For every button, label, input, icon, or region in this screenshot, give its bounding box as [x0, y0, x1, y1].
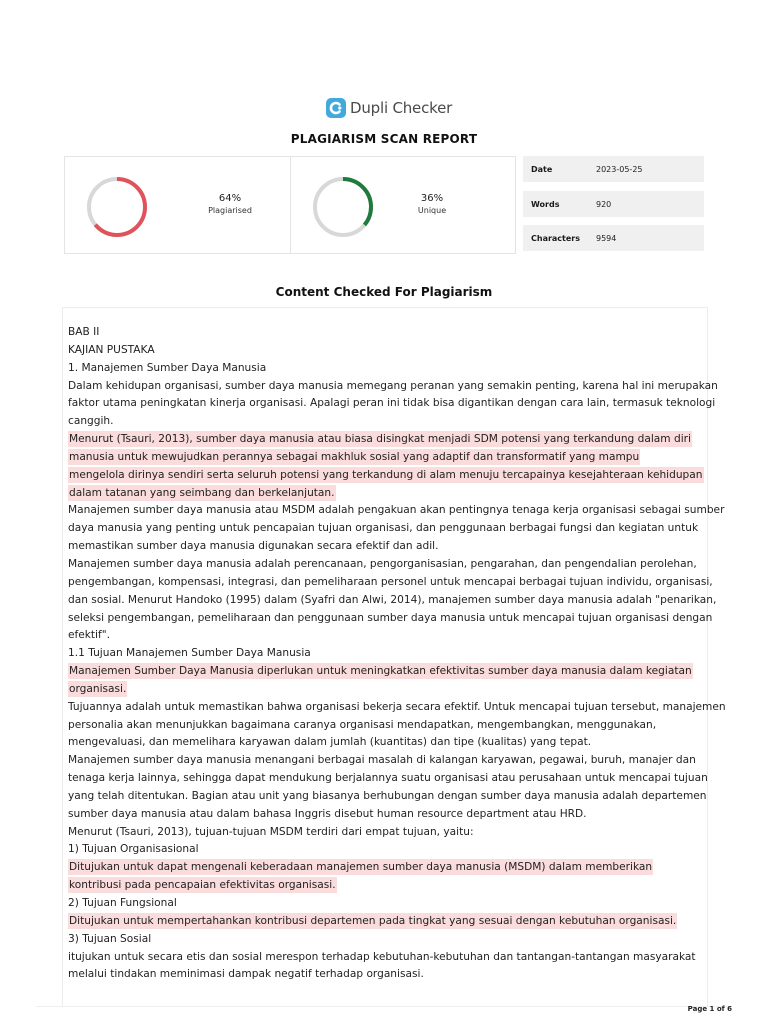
content-line-text: canggih. — [68, 415, 114, 428]
content-line-text: mengelola dirinya sendiri serta seluruh potensi yang terkandung di alam menuju tercapainya kesejahteraan kehidupan — [69, 468, 703, 481]
content-line-text: Manajemen sumber daya manusia menangani berbagai masalah di kalangan karyawan, pegawai, buruh, manajer dan — [68, 754, 696, 767]
content-line — [68, 717, 704, 735]
content-line-text: pengembangan, kompensasi, integrasi, dan pemeliharaan personel untuk mencapai berbagai tujuan individu, organisasi, — [68, 575, 713, 588]
content-line-text: sumber daya manusia atau dalam bahasa Inggris disebut human resource department atau HRD. — [68, 807, 587, 820]
content-line-text: KAJIAN PUSTAKA — [68, 343, 155, 356]
plagiarised-score — [65, 157, 290, 253]
plagiarised-gauge — [85, 175, 149, 239]
content-line — [68, 752, 704, 770]
content-line-text: dan sosial. Menurut Handoko (1995) dalam (Syafri dan Alwi, 2014), manajemen sumber daya manusia adalah "penarikan, — [68, 593, 717, 606]
footer-divider — [36, 1006, 732, 1007]
highlighted-line — [68, 449, 704, 467]
content-line-text: tenaga kerja lainnya, sehingga dapat mendukung berjalannya suatu organisasi atau perusahaan untuk mencapai tujuan — [68, 772, 708, 785]
plagiarised-label: Plagiarised — [208, 206, 252, 215]
content-line — [68, 342, 704, 360]
report-title: PLAGIARISM SCAN REPORT — [290, 132, 478, 146]
plagiarised-percent: 64% — [218, 193, 242, 204]
content-line — [68, 770, 708, 788]
content-line-text: kontribusi pada pencapaian efektivitas organisasi. — [69, 879, 336, 892]
meta-date — [523, 156, 704, 182]
content-line-text: manusia untuk mewujudkan perannya sebagai makhluk sosial yang adaptif dan transformatif yang mampu — [69, 450, 640, 463]
content-line-text: Manajemen sumber daya manusia adalah perencanaan, pengorganisasian, pengarahan, dan pengendalian perolehan, — [68, 557, 697, 570]
content-line — [68, 806, 704, 824]
content-line-text: Menurut (Tsauri, 2013), sumber daya manusia atau biasa disingkat menjadi SDM potensi yang terkandung dalam diri — [69, 433, 691, 446]
content-line — [68, 895, 704, 913]
content-line — [68, 627, 704, 645]
meta-words — [523, 191, 704, 217]
content-line-text: Manajemen sumber daya manusia atau MSDM adalah pengakuan akan pentingnya tenaga kerja organisasi sebagai sumber — [68, 504, 725, 517]
content-body — [68, 324, 726, 984]
dupli-checker-logo — [325, 96, 452, 120]
page-indicator: Page 1 of 6 — [687, 1005, 732, 1013]
content-line-text: dalam tatanan yang seimbang dan berkelanjutan. — [69, 486, 335, 499]
content-line — [68, 538, 704, 556]
content-line — [68, 502, 725, 520]
unique-label: Unique — [417, 206, 447, 215]
content-line — [68, 556, 704, 574]
content-line — [68, 699, 726, 717]
brand-name: Dupli Checker — [350, 99, 453, 117]
content-line-text: faktor utama peningkatan kinerja organisasi. Apalagi peran ini tidak bisa digantikan dengan cara lain, termasuk teknologi — [68, 397, 716, 410]
highlighted-line — [68, 431, 704, 449]
content-line-text: Tujuannya adalah untuk memastikan bahwa organisasi bekerja secara efektif. Untuk mencapai tujuan tersebut, manajemen — [68, 700, 726, 713]
content-line-text: seleksi pengembangan, pemeliharaan dan penggunaan sumber daya manusia untuk mencapai tujuan organisasi dengan — [68, 611, 713, 624]
unique-percent: 36% — [420, 193, 444, 204]
highlighted-line — [68, 859, 704, 877]
content-line — [68, 574, 713, 592]
content-line — [68, 966, 704, 984]
content-line — [68, 824, 704, 842]
highlighted-line — [68, 467, 704, 485]
content-line-text: mengevaluasi, dan memelihara karyawan dalam jumlah (kuantitas) dan tipe (kualitas) yang tepat. — [68, 736, 592, 749]
content-line-text: Ditujukan untuk dapat mengenali keberadaan manajemen sumber daya manusia (MSDM) dalam memberikan — [69, 861, 653, 874]
meta-date-key: Date — [531, 164, 553, 174]
content-line-text: efektif". — [68, 629, 110, 642]
content-line — [68, 592, 717, 610]
content-line — [68, 931, 704, 949]
content-line-text: 3) Tujuan Sosial — [68, 932, 152, 945]
meta-characters-value: 9594 — [596, 233, 617, 243]
content-line — [68, 841, 704, 859]
content-line-text: melalui tindakan meminimasi dampak negatif terhadap organisasi. — [68, 968, 424, 981]
unique-gauge — [311, 175, 375, 239]
content-line-text: memastikan sumber daya manusia digunakan secara efektif dan adil. — [68, 540, 439, 553]
meta-words-value: 920 — [596, 199, 612, 209]
content-line — [68, 610, 713, 628]
content-line — [68, 378, 718, 396]
highlighted-line — [68, 681, 704, 699]
content-line-text: daya manusia yang penting untuk pencapaian tujuan organisasi, dan penggunaan berbagai fungsi dan kegiatan untuk — [68, 522, 699, 535]
content-line-text: 1.1 Tujuan Manajemen Sumber Daya Manusia — [68, 647, 311, 660]
content-line — [68, 360, 704, 378]
content-line-text: yang telah ditentukan. Bagian atau unit yang biasanya berhubungan dengan sumber daya manusia adalah departemen — [68, 789, 707, 802]
content-line-text: Dalam kehidupan organisasi, sumber daya manusia memegang peranan yang semakin penting, karena hal ini merupakan — [68, 379, 718, 392]
content-line — [68, 788, 707, 806]
dupli-checker-logo-icon — [325, 97, 347, 119]
content-line — [68, 734, 704, 752]
highlighted-line — [68, 913, 704, 931]
content-line-text: personalia akan menunjukkan bagaimana caranya organisasi mendapatkan, mengembangkan, menggunakan, — [68, 718, 657, 731]
content-line — [68, 324, 704, 342]
content-line-text: 2) Tujuan Fungsional — [68, 897, 177, 909]
unique-score — [290, 157, 515, 253]
content-title: Content Checked For Plagiarism — [275, 285, 493, 299]
content-line — [68, 395, 716, 413]
highlighted-line — [68, 663, 704, 681]
content-line — [68, 413, 704, 431]
content-line-text: itujukan untuk secara etis dan sosial merespon terhadap kebutuhan-kebutuhan dan tantangan-tantangan masyarakat — [68, 950, 696, 963]
content-line — [68, 949, 704, 967]
highlighted-line — [68, 485, 704, 503]
content-line-text: Manajemen Sumber Daya Manusia diperlukan untuk meningkatkan efektivitas sumber daya manusia dalam kegiatan — [69, 665, 692, 678]
meta-date-value: 2023-05-25 — [596, 164, 643, 174]
content-line — [68, 645, 704, 663]
content-line-text: organisasi. — [69, 682, 127, 695]
content-line-text: 1) Tujuan Organisasional — [68, 843, 199, 856]
meta-characters-key: Characters — [531, 233, 581, 243]
content-line-text: Ditujukan untuk mempertahankan kontribusi departemen pada tingkat yang sesuai dengan kebutuhan organisasi. — [69, 914, 677, 927]
content-line — [68, 520, 704, 538]
meta-words-key: Words — [531, 199, 560, 209]
content-line-text: BAB II — [68, 326, 100, 338]
content-line-text: Menurut (Tsauri, 2013), tujuan-tujuan MSDM terdiri dari empat tujuan, yaitu: — [68, 825, 474, 838]
highlighted-line — [68, 877, 704, 895]
content-line-text: 1. Manajemen Sumber Daya Manusia — [68, 361, 267, 374]
meta-characters — [523, 225, 704, 251]
score-summary — [64, 156, 516, 254]
